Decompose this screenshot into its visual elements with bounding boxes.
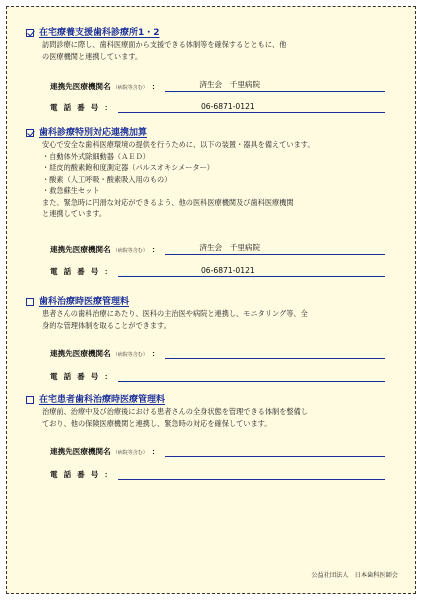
colon: ： [151,349,160,358]
phone-field-row [50,466,385,480]
section-home-patient-management [40,394,392,429]
institution-value: 済生会 千里病院 [199,243,261,252]
section-home-care-support [40,27,392,62]
phone-field[interactable] [118,371,385,382]
section-body [40,308,392,331]
institution-field-row [50,345,385,359]
checkbox-unchecked-icon[interactable] [26,298,34,306]
body-line: の医療機関と連携しています。 [42,51,143,61]
body-line: 患者さんの歯科治療にあたり、医科の主治医や病院と連携し、モニタリング等、全 [42,309,308,318]
institution-label: 連携先医療機関名 [50,447,111,456]
section-title: 在宅患者歯科治療時医療管理料 [40,394,392,406]
body-line: ・酸素（人工呼吸・酸素吸入用のもの） [42,174,172,184]
colon: ： [104,372,112,381]
phone-field-row [50,99,385,113]
body-line: 安心で安全な歯科医療環境の提供を行うために、以下の装置・器具を備えています。 [42,140,315,149]
phone-field[interactable] [118,266,385,277]
phone-label: 電話番号 [50,372,105,381]
checkbox-unchecked-icon[interactable] [26,396,34,404]
phone-field[interactable] [118,469,385,480]
body-line: ・経皮的酸素飽和度測定器（パルスオキシメーター） [42,163,214,172]
body-line: ており、他の保険医療機関と連携し、緊急時の対応を確保しています。 [42,418,272,428]
colon: ： [151,447,160,456]
body-line: 身的な管理体制を取ることができます。 [42,320,171,330]
institution-field-row [50,443,385,457]
section-body [40,39,392,62]
colon: ： [151,82,160,91]
checkbox-checked-icon[interactable] [26,29,34,37]
section-body [40,139,392,220]
body-line: ・自動体外式除細動器（ＡＥＤ） [42,151,150,161]
body-line: 治療前、治療中及び治療後における患者さんの全身状態を管理できる体制を整備し [42,407,308,416]
phone-field[interactable] [118,102,385,113]
institution-field[interactable] [165,446,385,457]
institution-field[interactable] [165,244,385,255]
body-line: と連携しています。 [42,209,107,218]
phone-field-row [50,368,385,382]
institution-value: 済生会 千里病院 [199,80,261,89]
section-title: 歯科治療時医療管理料 [40,296,392,308]
section-body [40,406,392,429]
institution-field[interactable] [165,348,385,359]
institution-note: （病院等含む） [112,450,148,456]
colon: ： [104,470,112,479]
colon: ： [104,267,112,276]
institution-note: （病院等含む） [112,352,148,358]
institution-label: 連携先医療機関名 [50,245,111,254]
section-title: 歯科診療特別対応連携加算 [40,127,392,139]
section-special-care [40,127,392,220]
phone-label: 電話番号 [50,470,105,479]
body-line: また、緊急時に円滑な対応ができるよう、他の医科医療機関及び歯科医療機関 [42,197,294,207]
institution-note: （病院等含む） [112,85,148,91]
institution-field-row [50,241,385,255]
institution-label: 連携先医療機関名 [50,349,111,358]
phone-value: 06-6871-0121 [200,102,255,111]
phone-value: 06-6871-0121 [200,266,255,275]
colon: ： [104,103,112,112]
section-dental-medical-management [40,296,392,331]
body-line: ・救急蘇生セット [42,186,100,195]
phone-label: 電話番号 [50,267,105,276]
footer-organization: 公益社団法人 日本歯科医師会 [311,572,398,579]
institution-field[interactable] [165,81,385,92]
body-line: 訪問診療に際し、歯科医療面から支援できる体制等を確保するとともに、他 [42,40,287,49]
colon: ： [151,245,160,254]
institution-note: （病院等含む） [112,248,148,254]
institution-label: 連携先医療機関名 [50,82,111,91]
section-title: 在宅療養支援歯科診療所1・2 [40,27,392,39]
phone-label: 電話番号 [50,103,105,112]
checkbox-checked-icon[interactable] [26,129,34,137]
phone-field-row [50,263,385,277]
institution-field-row [50,78,385,92]
